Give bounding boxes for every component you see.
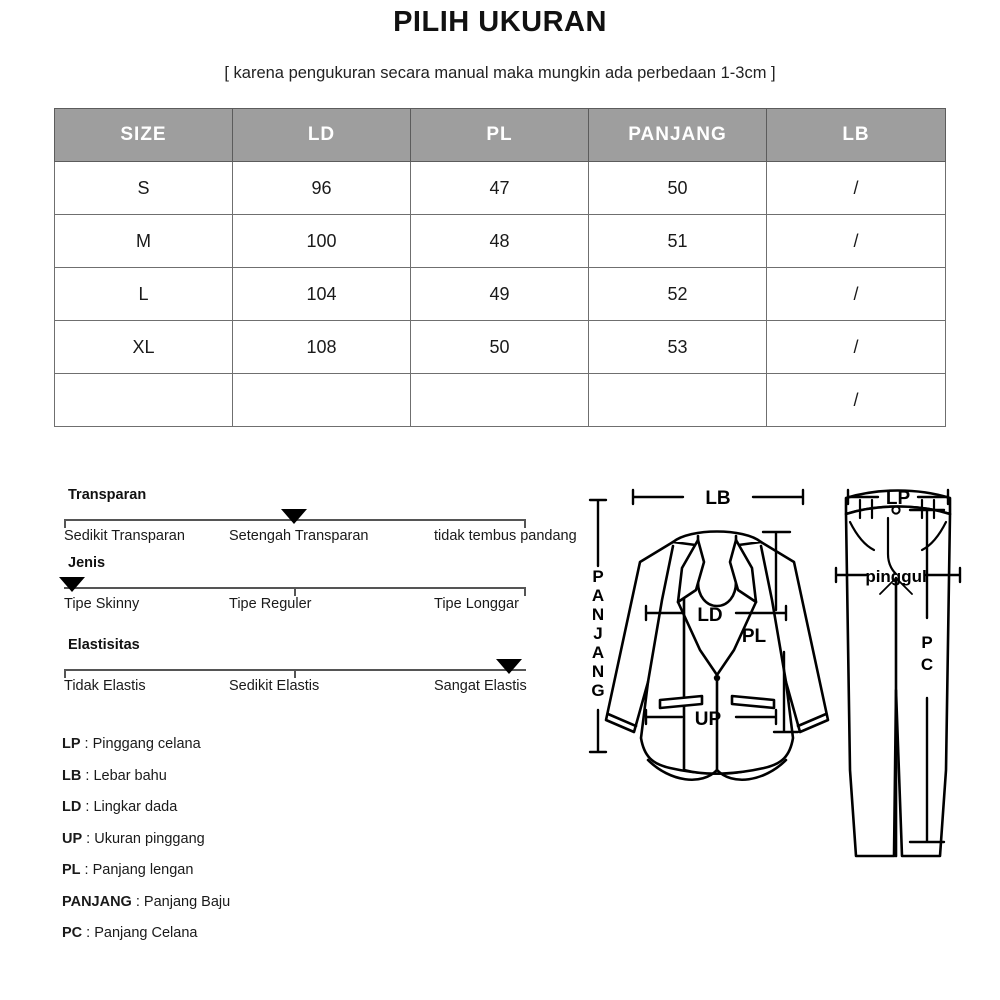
slider-label-sangat-elastis: Sangat Elastis xyxy=(434,678,527,694)
legend-sep: : xyxy=(81,799,94,815)
diagram-label-pinggul: pinggul xyxy=(865,567,927,586)
slider-marker-elastisitas xyxy=(496,659,522,674)
cell-panjang xyxy=(589,374,767,427)
legend-abbr-pc: PC xyxy=(62,925,83,941)
table-row xyxy=(55,162,946,215)
slider-marker-jenis xyxy=(59,577,85,592)
slider-elastisitas xyxy=(64,637,544,700)
cell-pl xyxy=(411,374,589,427)
page-subtitle: [ karena pengukuran secara manual maka mungkin ada perbedaan 1-3cm ] xyxy=(224,64,776,82)
cell-lb: / xyxy=(767,268,946,321)
abbreviation-legend xyxy=(62,736,492,957)
slider-labels-jenis xyxy=(64,596,556,618)
cell-pl: 48 xyxy=(411,215,589,268)
slider-bar-elastisitas xyxy=(64,660,526,675)
cell-ld: 104 xyxy=(233,268,411,321)
list-item xyxy=(62,799,492,815)
cell-ld: 100 xyxy=(233,215,411,268)
diagram-label-lb: LB xyxy=(705,488,731,509)
slider-tick-right xyxy=(524,519,526,528)
cell-pl: 49 xyxy=(411,268,589,321)
list-item xyxy=(62,862,492,878)
diagram-label-ld: LD xyxy=(697,605,723,626)
legend-abbr-panjang: PANJANG xyxy=(62,893,132,910)
cell-lb: / xyxy=(767,162,946,215)
slider-label-tipe-skinny: Tipe Skinny xyxy=(64,596,140,612)
legend-sep: : xyxy=(80,862,93,878)
legend-sep: : xyxy=(81,767,94,784)
list-item xyxy=(62,894,492,910)
legend-abbr-up: UP xyxy=(62,830,83,847)
slider-label-tidak-elastis: Tidak Elastis xyxy=(64,678,146,694)
cell-lb: / xyxy=(767,215,946,268)
legend-text-panjang: Panjang Baju xyxy=(143,893,231,910)
slider-tick-left xyxy=(64,519,66,528)
legend-sep: : xyxy=(82,830,95,847)
cell-size: L xyxy=(55,268,233,321)
slider-tick-left xyxy=(64,669,66,678)
cell-ld xyxy=(233,374,411,427)
diagram-label-panjang: P A N J A N G xyxy=(591,567,605,700)
slider-jenis xyxy=(64,555,544,618)
slider-title-jenis: Jenis xyxy=(68,555,106,571)
slider-label-sedikit-transparan: Sedikit Transparan xyxy=(64,528,185,544)
slider-label-tidak-tembus-pandang: tidak tembus pandang xyxy=(434,528,577,544)
legend-text-ld: Lingkar dada xyxy=(93,799,178,815)
slider-label-tipe-reguler: Tipe Reguler xyxy=(229,596,312,612)
slider-title-transparan: Transparan xyxy=(68,487,147,503)
slider-bar-transparan xyxy=(64,510,526,525)
cell-panjang: 51 xyxy=(589,215,767,268)
column-header-lb: LB xyxy=(767,109,946,162)
table-header-row xyxy=(55,109,946,162)
table-row xyxy=(55,215,946,268)
legend-text-lb: Lebar bahu xyxy=(93,767,167,784)
slider-labels-elastisitas xyxy=(64,678,556,700)
table-row xyxy=(55,268,946,321)
table-row xyxy=(55,374,946,427)
cell-lb: / xyxy=(767,321,946,374)
slider-title-elastisitas: Elastisitas xyxy=(68,637,140,653)
table-row xyxy=(55,321,946,374)
legend-abbr-lp: LP xyxy=(62,736,81,752)
cell-pl: 47 xyxy=(411,162,589,215)
legend-text-up: Ukuran pinggang xyxy=(94,830,205,847)
column-header-panjang: PANJANG xyxy=(589,109,767,162)
blazer-illustration xyxy=(606,532,828,780)
legend-text-pc: Panjang Celana xyxy=(94,925,198,941)
legend-abbr-lb: LB xyxy=(62,767,82,784)
cell-size: M xyxy=(55,215,233,268)
slider-label-setengah-transparan: Setengah Transparan xyxy=(229,528,369,544)
garment-measurement-diagram xyxy=(578,470,978,890)
list-item xyxy=(62,831,492,847)
legend-text-lp: Pinggang celana xyxy=(92,736,201,752)
legend-sep: : xyxy=(80,736,93,752)
list-item xyxy=(62,768,492,784)
slider-tick-middle xyxy=(294,669,296,678)
cell-size: XL xyxy=(55,321,233,374)
cell-ld: 96 xyxy=(233,162,411,215)
cell-ld: 108 xyxy=(233,321,411,374)
cell-pl: 50 xyxy=(411,321,589,374)
column-header-size: SIZE xyxy=(55,109,233,162)
slider-marker-transparan xyxy=(281,509,307,524)
legend-abbr-ld: LD xyxy=(62,799,82,815)
trousers-illustration xyxy=(846,491,950,857)
slider-labels-transparan xyxy=(64,528,577,550)
legend-abbr-pl: PL xyxy=(62,862,81,878)
cell-panjang: 53 xyxy=(589,321,767,374)
cell-size xyxy=(55,374,233,427)
diagram-label-pl: PL xyxy=(741,626,767,647)
cell-size: S xyxy=(55,162,233,215)
diagram-label-lp: LP xyxy=(885,488,911,509)
diagram-label-up: UP xyxy=(694,709,722,730)
cell-panjang: 50 xyxy=(589,162,767,215)
slider-bar-jenis xyxy=(64,578,526,593)
slider-label-tipe-longgar: Tipe Longgar xyxy=(434,596,519,612)
slider-tick-middle xyxy=(294,587,296,596)
column-header-pl: PL xyxy=(411,109,589,162)
cell-lb: / xyxy=(767,374,946,427)
column-header-ld: LD xyxy=(233,109,411,162)
page-title: PILIH UKURAN xyxy=(393,6,607,38)
size-chart-table xyxy=(54,108,946,427)
legend-sep: : xyxy=(82,925,95,941)
list-item xyxy=(62,925,492,941)
legend-sep: : xyxy=(131,893,144,910)
slider-label-sedikit-elastis: Sedikit Elastis xyxy=(229,678,320,694)
slider-tick-right xyxy=(524,587,526,596)
legend-text-pl: Panjang lengan xyxy=(92,862,194,878)
cell-panjang: 52 xyxy=(589,268,767,321)
list-item xyxy=(62,736,492,752)
diagram-label-pc: P C xyxy=(920,633,934,674)
slider-transparan xyxy=(64,487,577,550)
